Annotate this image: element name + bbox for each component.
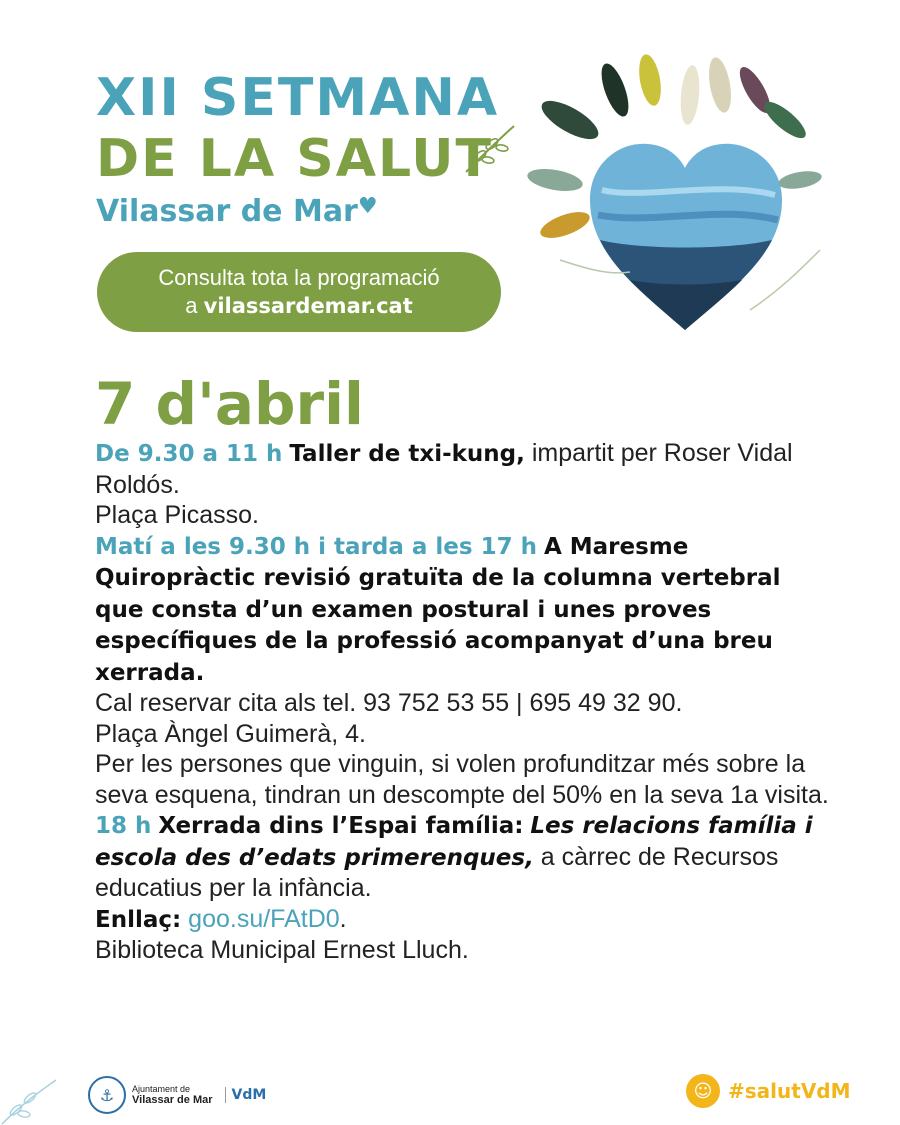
event-time: 18 h [95, 813, 152, 839]
vdm-logo: VdM [225, 1087, 267, 1103]
municipal-logos [88, 1076, 266, 1114]
event-booking: Cal reservar cita als tel. 93 752 53 55 | 695 49 32 90. [95, 689, 683, 717]
ajuntament-text [132, 1084, 213, 1106]
cta-prefix: a [185, 293, 204, 318]
event-item [95, 438, 835, 500]
corner-leaf-icon [0, 1076, 60, 1125]
event-link-line [95, 904, 835, 936]
event-title-italic: Les relacions família i escola des d’edats primerenques, [95, 813, 813, 871]
ajuntament-name: Vilassar de Mar [132, 1094, 213, 1106]
event-title: Xerrada dins l’Espai família: [158, 813, 524, 839]
cta-url[interactable]: vilassardemar.cat [203, 294, 413, 318]
link-label: Enllaç: [95, 906, 182, 933]
title-line-1: XII SETMANA [96, 68, 500, 128]
event-list [95, 438, 835, 966]
event-content [95, 368, 835, 966]
subtitle-text: Vilassar de Mar [96, 194, 358, 229]
event-note: Per les persones que vinguin, si volen profunditzar més sobre la seva esquena, tindran un descompte del 50% en la seva 1a visita. [95, 750, 829, 809]
cta-line-2 [97, 292, 501, 320]
hashtag-text: #salutVdM [728, 1079, 851, 1103]
event-detail: impartit per Roser Vidal Roldós. [95, 439, 793, 499]
title-line-2: DE LA SALUT [96, 129, 493, 189]
event-place: Biblioteca Municipal Ernest Lluch. [95, 936, 469, 964]
ajuntament-small: Ajuntament de [132, 1084, 191, 1094]
event-header [96, 68, 499, 229]
heart-icon: ♥ [357, 194, 378, 219]
event-link[interactable]: goo.su/FAtD0 [188, 904, 340, 933]
smile-icon: ☺ [686, 1074, 720, 1108]
hashtag-badge [686, 1074, 851, 1108]
link-suffix: . [339, 904, 347, 933]
yarn-heart-illustration [520, 50, 850, 350]
event-detail: a càrrec de Recursos educatius per la infància. [95, 842, 779, 902]
event-item [95, 810, 835, 904]
event-title: Taller de txi-kung, [289, 441, 525, 467]
program-link-button[interactable] [97, 252, 501, 332]
event-place: Plaça Picasso. [95, 501, 259, 529]
event-time: Matí a les 9.30 h i tarda a les 17 h [95, 533, 537, 560]
event-place: Plaça Àngel Guimerà, 4. [95, 719, 366, 748]
cta-line-1: Consulta tota la programació [158, 265, 440, 290]
ajuntament-logo-icon: ⚓ [88, 1076, 126, 1114]
leaf-sprig-icon [462, 120, 518, 176]
event-title: A Maresme Quiropràctic revisió gratuïta de la columna vertebral que consta d’un examen postural i unes proves específiques de la professió acompanyat d’una breu xerrada. [95, 533, 781, 686]
event-item [95, 531, 835, 689]
event-date: 7 d'abril [95, 370, 364, 438]
event-time: De 9.30 a 11 h [95, 441, 283, 467]
subtitle [96, 194, 499, 229]
